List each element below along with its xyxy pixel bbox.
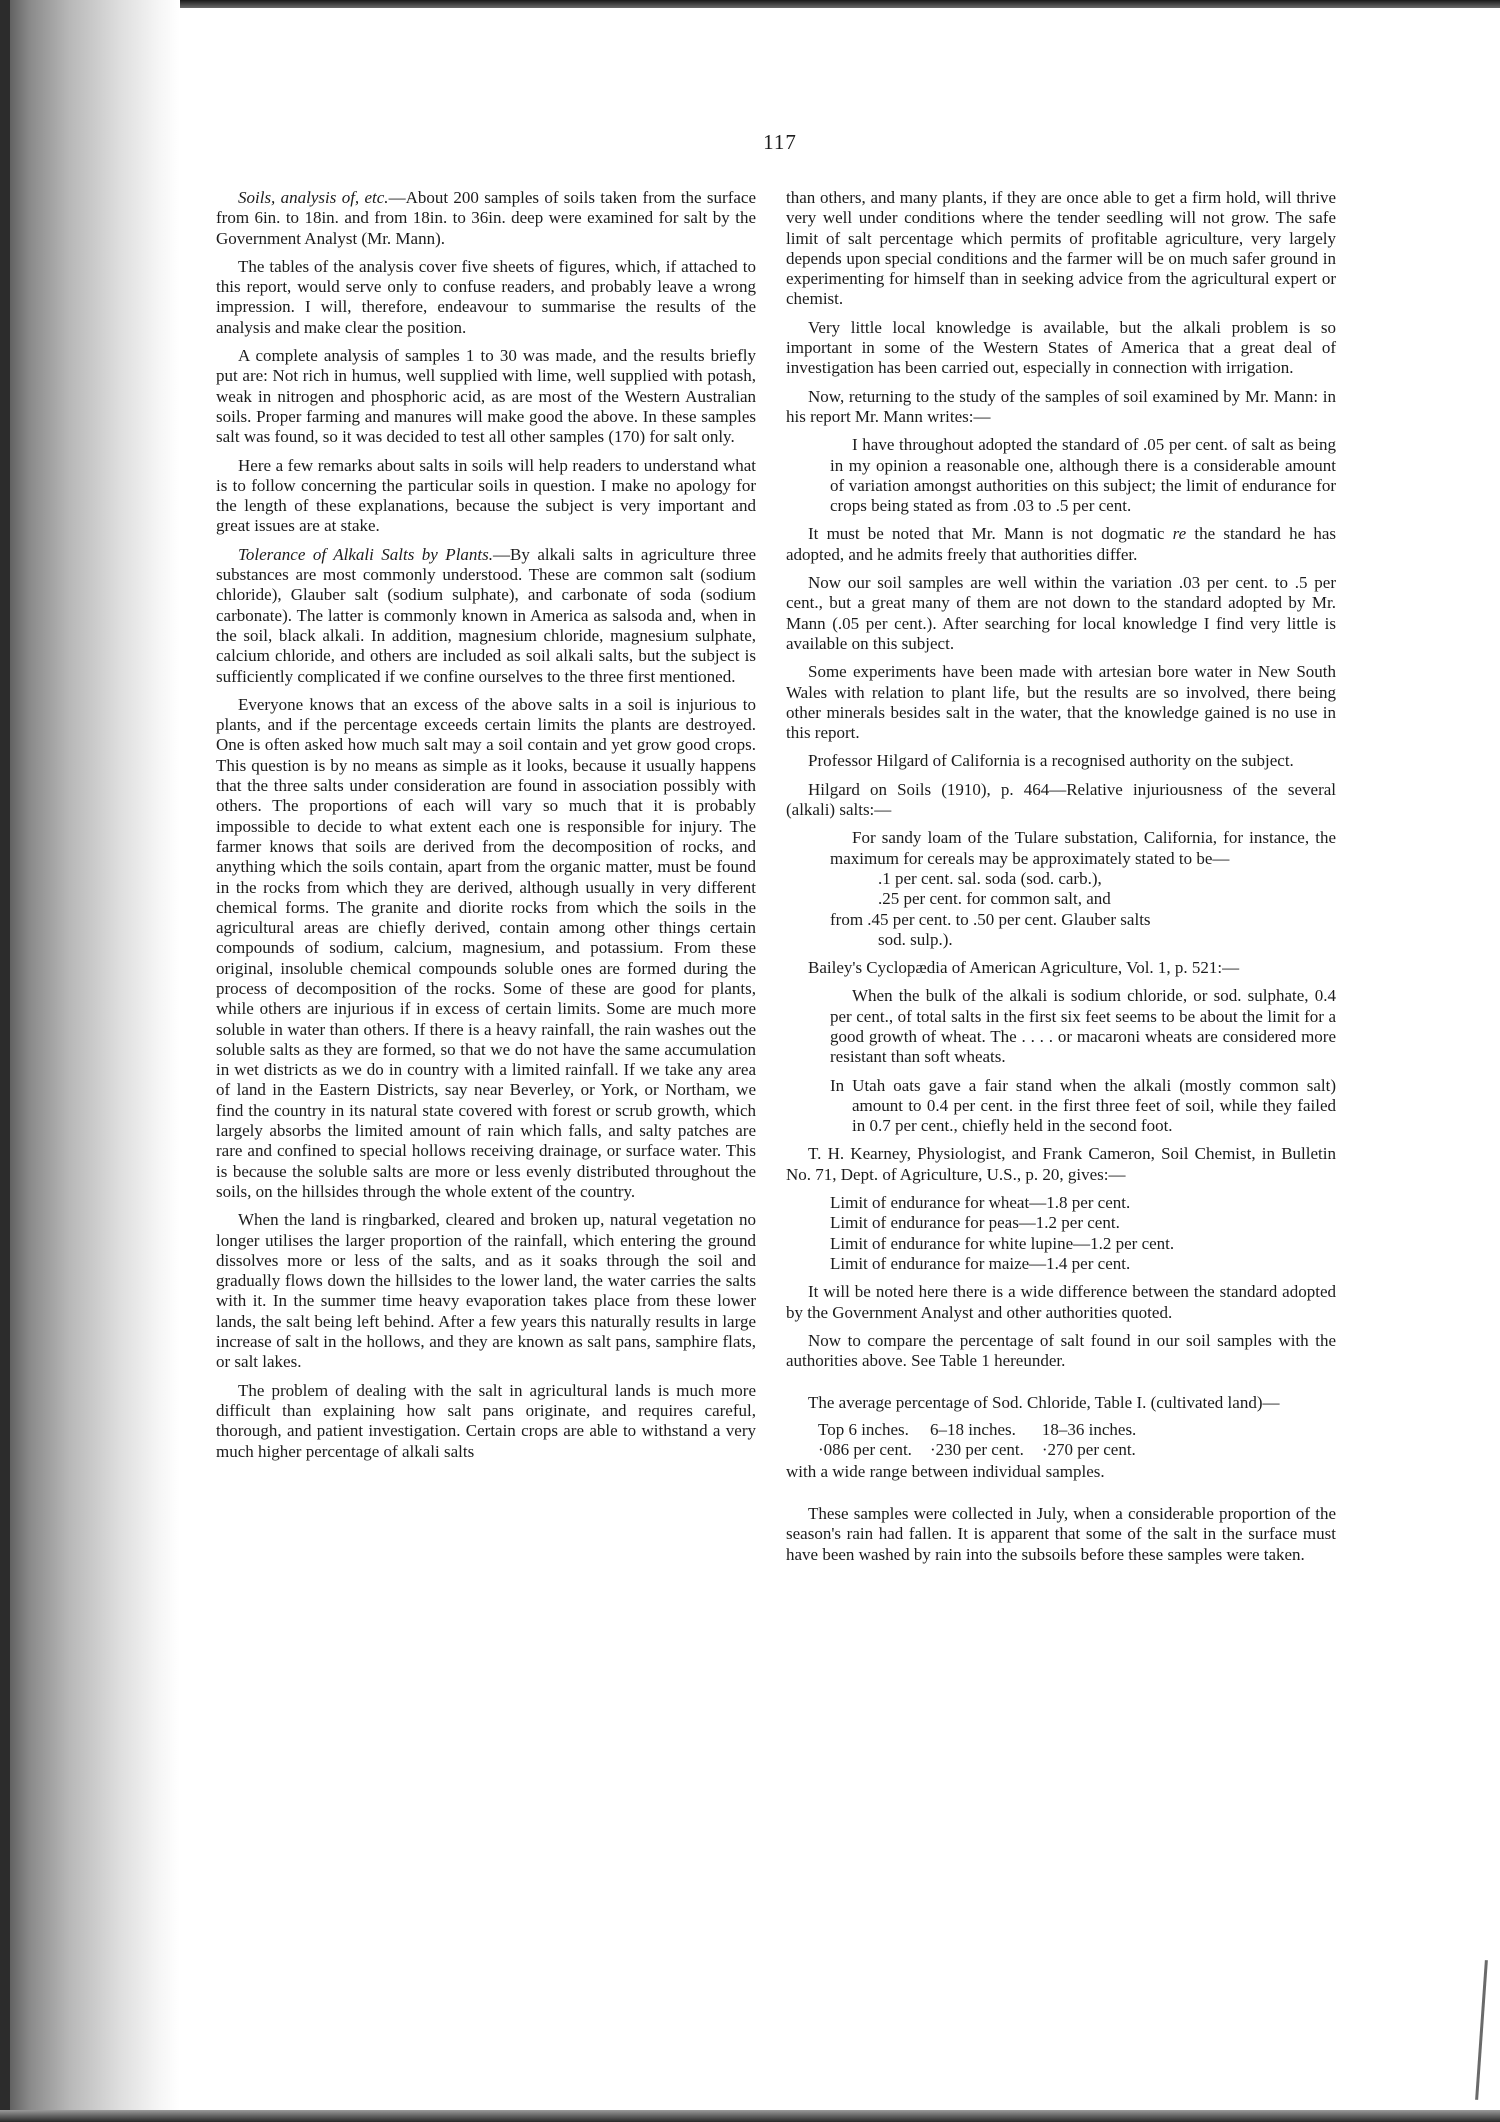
book-spine-shadow — [0, 0, 180, 2122]
paragraph-dogmatic: It must be noted that Mr. Mann is not dogmatic re the standard he has adopted, and he admits freely that authorities differ. — [786, 524, 1336, 564]
scan-bottom-border — [0, 2110, 1500, 2122]
table-cell: ·270 per cent. — [1041, 1439, 1136, 1459]
hilgard-limit-line: sod. sulp.). — [878, 929, 953, 949]
paragraph: Very little local knowledge is available, but the alkali problem is so important in some of the Western States of America that a great deal of investigation has been carried out, especially in connection with irrigation. — [786, 317, 1336, 378]
paragraph: These samples were collected in July, when a considerable proportion of the season's rain had fallen. It is apparent that some of the salt in the surface must have been washed by rain into the subsoils before these samples were taken. — [786, 1504, 1336, 1564]
paragraph: Some experiments have been made with artesian bore water in New South Wales with relation to plant life, but the results are so involved, there being other minerals besides salt in the water, that the knowledge gained is no use in this report. — [786, 662, 1336, 743]
hilgard-limit-line: .1 per cent. sal. soda (sod. carb.), — [878, 868, 1102, 888]
salt-percentage-table — [818, 1420, 1154, 1460]
endurance-limit-item: Limit of endurance for wheat—1.8 per cent. — [830, 1193, 1131, 1213]
page-number: 117 — [763, 130, 797, 154]
endurance-limit-item: Limit of endurance for peas—1.2 per cent. — [830, 1213, 1120, 1233]
paragraph: Here a few remarks about salts in soils will help readers to understand what is to follow concerning the particular soils in question. I make no apology for the length of these explanations, because the subject is very important and great issues are at stake. — [216, 455, 756, 536]
table-header-cell: Top 6 inches. — [818, 1419, 909, 1439]
section-heading-tolerance: Tolerance of Alkali Salts by Plants. — [238, 544, 494, 564]
scan-top-border — [0, 0, 1500, 8]
quotation-bailey: When the bulk of the alkali is sodium chloride, or sod. sulphate, 0.4 per cent., of total salts in the first six feet seems to be about the limit for a good growth of wheat. The . . . . or macaroni wheats are considered more resistant than soft wheats. — [830, 986, 1336, 1067]
section-heading-soils: Soils, analysis of, etc. — [238, 188, 389, 207]
paragraph: Now to compare the percentage of salt found in our soil samples with the authorities above. See Table 1 hereunder. — [786, 1330, 1336, 1371]
paragraph: A complete analysis of samples 1 to 30 was made, and the results briefly put are: Not rich in humus, well supplied with lime, well supplied with potash, weak in nitrogen and phosphoric acid, as are most of the Western Australian soils. Proper farming and manures will make good the above. In these samples salt was found, so it was decided to test all other samples (170) for salt only. — [216, 346, 756, 447]
hilgard-limit-line: .25 per cent. for common salt, and — [878, 889, 1111, 909]
endurance-limit-item: Limit of endurance for white lupine—1.2 per cent. — [830, 1233, 1175, 1253]
hilgard-limit-line: from .45 per cent. to .50 per cent. Glauber salts — [830, 909, 1151, 929]
paragraph-continued: than others, and many plants, if they are once able to get a firm hold, will thrive very well under conditions where the tender seedling will not grow. The safe limit of salt percentage which permits of profitable agriculture, very largely depends upon special conditions and the farmer will be on much safer ground in experimenting for himself than in seeking advice from the agricultural expert or chemist. — [786, 188, 1336, 309]
table-header-row — [818, 1420, 1154, 1440]
paragraph: Bailey's Cyclopædia of American Agriculture, Vol. 1, p. 521:— — [808, 958, 1240, 978]
paragraph: T. H. Kearney, Physiologist, and Frank Cameron, Soil Chemist, in Bulletin No. 71, Dept. of Agriculture, U.S., p. 20, gives:— — [786, 1144, 1336, 1184]
left-column — [216, 188, 756, 1470]
page-edge-curl — [1475, 1960, 1488, 2100]
paragraph-range: with a wide range between individual samples. — [786, 1461, 1105, 1481]
table-cell: ·086 per cent. — [818, 1439, 912, 1459]
right-column — [786, 188, 1336, 1573]
quotation-mann: I have throughout adopted the standard of .05 per cent. of salt as being in my opinion a reasonable one, although there is a considerable amount of variation amongst authorities on this subject; the limit of endurance for crops being stated as from .03 to .5 per cent. — [830, 435, 1336, 516]
table-header-cell: 6–18 inches. — [929, 1419, 1016, 1439]
paragraph: Now our soil samples are well within the variation .03 per cent. to .5 per cent., but a great many of them are not down to the standard adopted by Mr. Mann (.05 per cent.). After searching for local knowledge I find very little is available on this subject. — [786, 573, 1336, 653]
paragraph: Hilgard on Soils (1910), p. 464—Relative injuriousness of the several (alkali) salts:— — [786, 779, 1336, 820]
paragraph: Everyone knows that an excess of the above salts in a soil is injurious to plants, and if the percentage exceeds certain limits the plants are destroyed. One is often asked how much salt may a soil contain and yet grow good crops. This question is by no means as simple as it looks, because it usually happens that the three salts under consideration are found in association possibly with others. The proportions of each will vary so much that it is probably impossible to decide to what extent each one is responsible for injury. The farmer knows that soils are derived from the decomposition of rocks, and anything which the soils contain, apart from the organic matter, must be found in the rocks from which they are derived, although usually in very different chemical forms. The granite and diorite rocks from which the soils in the agricultural areas are chiefly derived, contain among other things certain compounds of sodium, calcium, magnesium, and potassium. From these original, insoluble chemical compounds soluble ones are formed during the process of decomposition of the rocks. Some of these are good for plants, while others are injurious if in excess of certain limits. Some are much more soluble in water than others. If there is a heavy rainfall, the rain washes out the soluble salts as they are formed, so that we do not have the same accumulation in wet districts as we do in country with a limited rainfall. If we take any area of land in the Eastern Districts, say near Beverley, or York, or Northam, we find the country in its natural state covered with forest or scrub growth, which largely absorbs the limited amount of rain which falls, and salty patches are rare and confined to special hollows receiving drainage, or surface water. This is because the soluble salts are more or less evenly distributed throughout the soils, on the hillsides through the whole extent of the country. — [216, 694, 756, 1201]
book-spine-edge — [0, 0, 10, 2122]
quotation-utah: In Utah oats gave a fair stand when the alkali (mostly common salt) amount to 0.4 per cent. in the first three feet of soil, while they failed in 0.7 per cent., chiefly held in the second foot. — [830, 1075, 1336, 1136]
paragraph: Now, returning to the study of the samples of soil examined by Mr. Mann: in his report Mr. Mann writes:— — [786, 386, 1336, 426]
table-cell: ·230 per cent. — [929, 1439, 1024, 1459]
table-header-cell: 18–36 inches. — [1041, 1419, 1137, 1439]
paragraph: Professor Hilgard of California is a recognised authority on the subject. — [808, 751, 1294, 771]
paragraph-tolerance: Tolerance of Alkali Salts by Plants.—By alkali salts in agriculture three substances are most commonly understood. These are common salt (sodium chloride), Glauber salt (sodium sulphate), and carbonate of soda (sodium carbonate). The latter is commonly known in America as salsoda and, when in the soil, black alkali. In addition, magnesium chloride, magnesium sulphate, calcium chloride, and others are included as soil alkali salts, but the subject is sufficiently complicated if we confine ourselves to the three first mentioned. — [216, 544, 756, 686]
paragraph: The problem of dealing with the salt in agricultural lands is much more difficult than explaining how salt pans originate, and requires careful, thorough, and patient investigation. Certain crops are able to withstand a very much higher percentage of alkali salts — [216, 1380, 756, 1461]
endurance-limit-item: Limit of endurance for maize—1.4 per cent. — [830, 1253, 1131, 1273]
paragraph-soils-analysis: Soils, analysis of, etc.—About 200 samples of soils taken from the surface from 6in. to 18in. and from 18in. to 36in. deep were examined for salt by the Government Analyst (Mr. Mann). — [216, 188, 756, 248]
table-row — [818, 1440, 1154, 1460]
paragraph: The tables of the analysis cover five sheets of figures, which, if attached to this report, would serve only to confuse readers, and probably leave a wrong impression. I will, therefore, endeavour to summarise the results of the analysis and make clear the position. — [216, 256, 756, 337]
paragraph-average: The average percentage of Sod. Chloride, Table I. (cultivated land)— — [808, 1393, 1280, 1413]
endurance-limits-list — [786, 1193, 1336, 1274]
paragraph: When the land is ringbarked, cleared and broken up, natural vegetation no longer utilises the larger proportion of the rainfall, which entering the ground dissolves more or less of the salts, and as it soaks through the soil and gradually flows down the hillsides to the lower land, the water carries the salts with it. In the summer time heavy evaporation takes place from these lower lands, the salt being left behind. After a few years this naturally results in large increase of salt in the hollows, and they are known as salt pans, samphire flats, or salt lakes. — [216, 1210, 756, 1372]
paragraph: It will be noted here there is a wide difference between the standard adopted by the Government Analyst and other authorities quoted. — [786, 1282, 1336, 1322]
quotation-hilgard: For sandy loam of the Tulare substation, California, for instance, the maximum for cereals may be approximately stated to be— — [830, 828, 1336, 868]
